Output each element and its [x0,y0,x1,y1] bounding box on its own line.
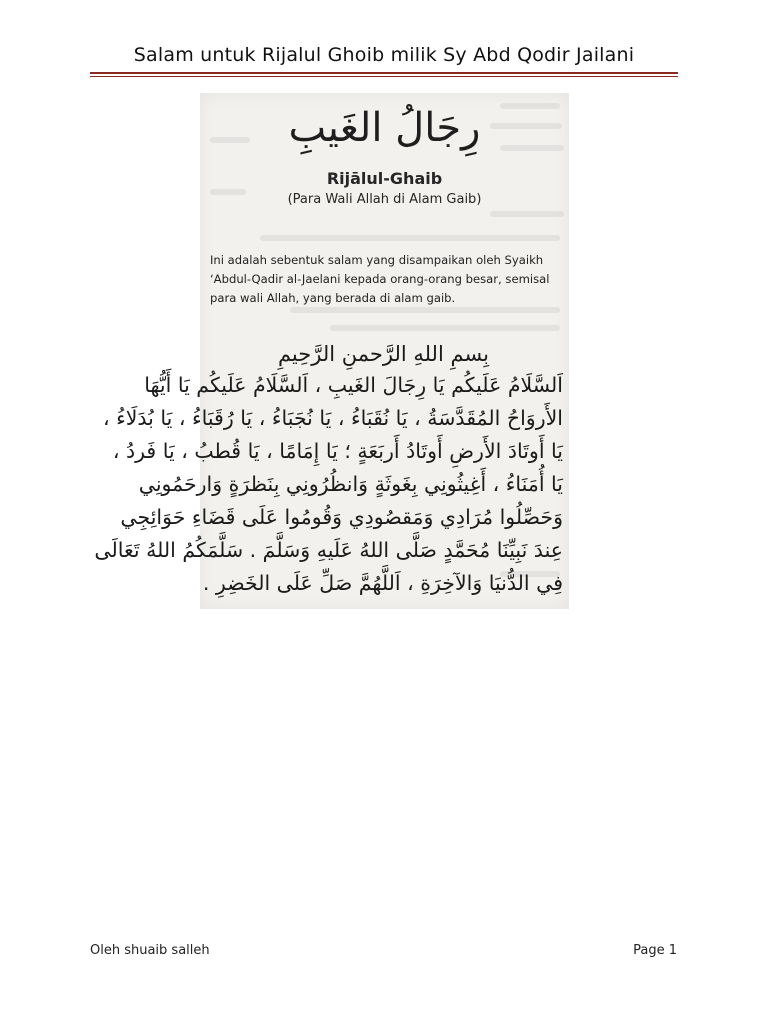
header-rule-thin [90,76,678,77]
basmala-line: بِسمِ اللهِ الرَّحمنِ الرَّحِيمِ [277,342,490,366]
scan-intro-line: Ini adalah sebentuk salam yang disampaikan oleh Syaikh [210,253,544,267]
arabic-prayer-line: يَا أَوتَادَ الأَرضِ أَوتَادُ أَربَعَةٍ ؛ يَا إِمَامًا ، يَا قُطبُ ، يَا فَردُ ، [112,439,563,463]
arabic-prayer-line: يَا أُمَنَاءُ ، أَغِيثُونِي بِغَوثَةٍ وَانظُرُونِي بِنَظرَةٍ وَارحَمُونِي [138,472,563,496]
arabic-prayer-line: اَلسَّلَامُ عَلَيكُم يَا رِجَالَ الغَيبِ ، اَلسَّلَامُ عَلَيكُم يَا أَيُّهَا [144,373,563,397]
arabic-prayer-line: فِي الدُّنيَا وَالآخِرَةِ ، اَللَّهُمَّ صَلِّ عَلَى الخَضِرِ . [202,571,563,595]
footer-author: Oleh shuaib salleh [90,943,210,958]
header-rule-thick [90,72,678,74]
bleed-through-mark [490,211,564,217]
scan-intro-line: ‘Abdul-Qadir al-Jaelani kepada orang-orang besar, semisal [210,272,550,286]
arabic-prayer-line: عِندَ نَبِيِّنَا مُحَمَّدٍ صَلَّى اللهُ عَلَيهِ وَسَلَّمَ . سَلَّمَكُمُ اللهُ تَعَالَى [94,538,563,562]
scan-intro-paragraph [210,251,565,308]
arabic-prayer-line: وَحَصِّلُوا مُرَادِي وَمَقصُودِي وَقُومُوا عَلَى قَضَاءِ حَوَائِجِي [120,505,563,529]
scan-intro-line: para wali Allah, yang berada di alam gaib. [210,291,456,305]
bleed-through-mark [260,235,560,241]
scan-subheading: (Para Wali Allah di Alam Gaib) [287,192,482,207]
arabic-prayer-text [94,339,563,600]
bleed-through-mark [330,325,560,331]
scan-heading: Rijālul-Ghaib [326,169,443,188]
document-header-title: Salam untuk Rijalul Ghoib milik Sy Abd Qodir Jailani [133,44,635,66]
footer-page-number: Page 1 [633,943,677,958]
scan-arabic-heading: رِجَالُ الغَيبِ [288,105,481,151]
arabic-prayer-line: الأَروَاحُ المُقَدَّسَةُ ، يَا نُقَبَاءُ ، يَا نُجَبَاءُ ، يَا رُقَبَاءُ ، يَا بُدَلَاءُ ، [102,406,563,430]
scanned-page-image [94,93,569,609]
